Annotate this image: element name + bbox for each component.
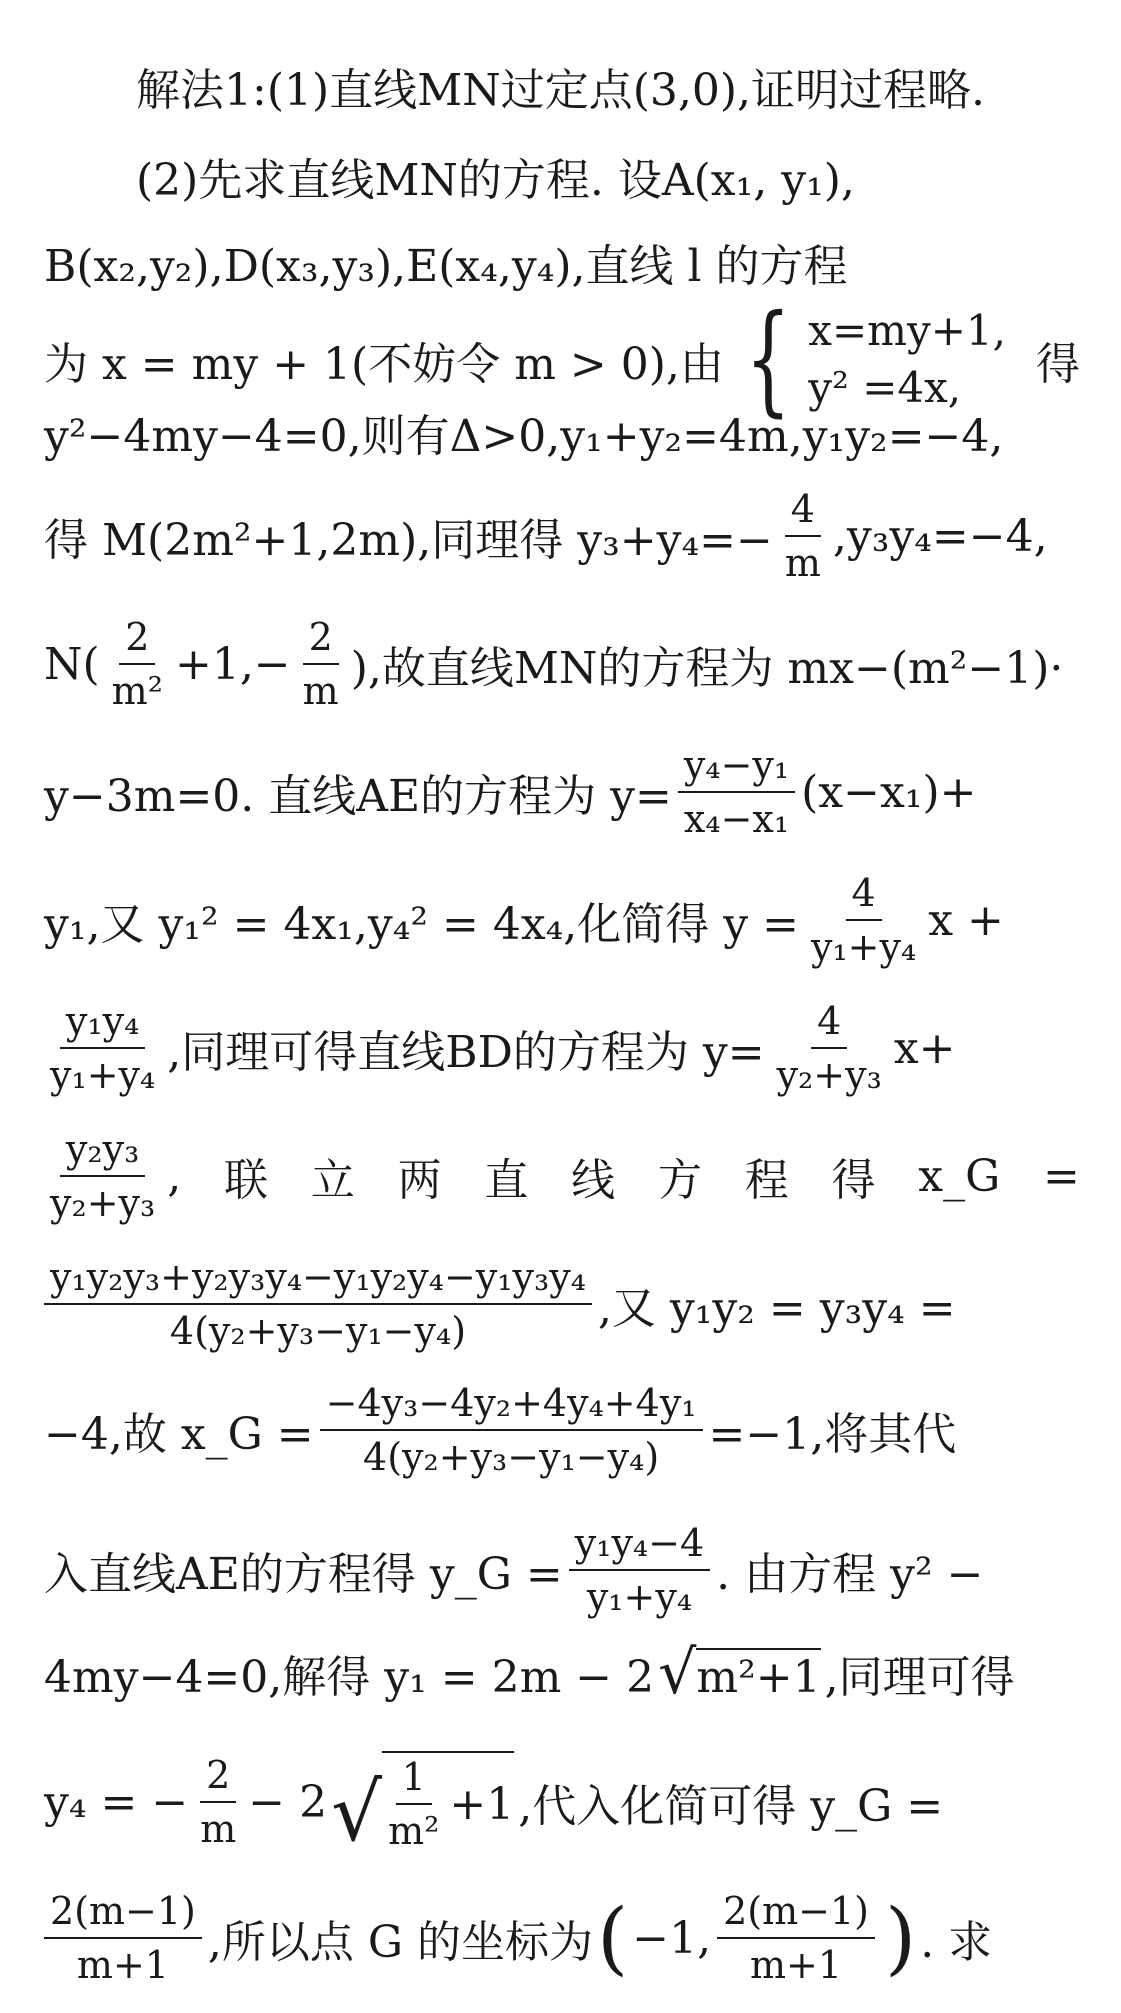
text-run: ,代入化简可得 y_G = bbox=[518, 1781, 944, 1832]
radical-sign-icon: √ bbox=[658, 1638, 697, 1708]
fraction: $\frac{2(m-1)}{m+1}$ bbox=[717, 1889, 875, 1987]
text-char: 联 bbox=[224, 1155, 269, 1206]
text-run: x+ bbox=[893, 1022, 956, 1074]
fraction: $\frac{\text{−4y₃−4y₂+4y₄+4y₁}}{\text{4(y₂+y₃−y₁−y₄)}}$ bbox=[320, 1381, 703, 1479]
text-line-2 bbox=[44, 136, 1121, 216]
text-run: . 求 bbox=[920, 1917, 993, 1968]
text-run: B(x₂,y₂),D(x₃,y₃),E(x₄,y₄),直线 l 的方程 bbox=[44, 241, 848, 292]
fraction: $\frac{\text{y₁y₄−4}}{\text{y₁+y₄}}$ bbox=[569, 1521, 710, 1619]
left-brace-icon: { bbox=[745, 290, 792, 429]
text-run: y−3m=0. 直线AE的方程为 y= bbox=[44, 771, 672, 822]
square-root: √ $\frac{1}{\text{m²}}$ +1 bbox=[331, 1751, 514, 1853]
text-run: , bbox=[167, 1150, 182, 1202]
text-line-13 bbox=[44, 1372, 1080, 1488]
text-run: − 2 bbox=[248, 1776, 328, 1828]
fraction: $\frac{2}{m}$ bbox=[200, 1753, 237, 1851]
text-char: 得 bbox=[831, 1155, 876, 1206]
text-run: (2)先求直线MN的方程. 设A(x₁, y₁), bbox=[136, 155, 855, 206]
text-char: 程 bbox=[744, 1155, 789, 1206]
text-run: ),故直线MN的方程为 mx−(m²−1)· bbox=[350, 643, 1064, 694]
text-run: y₁,又 y₁² = 4x₁,y₄² = 4x₄,化简得 y = bbox=[44, 899, 799, 950]
text-run: ,所以点 G 的坐标为 bbox=[207, 1917, 593, 1968]
text-line-8 bbox=[44, 734, 1080, 850]
text-run: . 由方程 y² − bbox=[716, 1549, 984, 1600]
text-run: (x−x₁)+ bbox=[801, 766, 977, 818]
solution-heading: 解法1:(1)直线MN过定点(3,0),证明过程略. bbox=[136, 65, 985, 116]
text-run: ,同理可得 bbox=[824, 1652, 1015, 1703]
text-run: ,同理可得直线BD的方程为 y= bbox=[167, 1027, 765, 1078]
text-char: 线 bbox=[571, 1155, 616, 1206]
text-run: 得 M(2m²+1,2m),同理得 y₃+y₄=− bbox=[44, 515, 773, 566]
radical-sign-icon: √ bbox=[331, 1766, 383, 1859]
text-run: 入直线AE的方程得 y_G = bbox=[44, 1549, 563, 1600]
text-run: x + bbox=[928, 894, 1004, 946]
text-char: 两 bbox=[397, 1155, 442, 1206]
fraction: $\frac{\text{y₁y₂y₃+y₂y₃y₄−y₁y₂y₄−y₁y₃y₄}}{\text{4(y₂+y₃−y₁−y₄)}}$ bbox=[44, 1255, 592, 1353]
text-run: −1, bbox=[632, 1912, 712, 1964]
square-root: √ m²+1 bbox=[658, 1638, 821, 1708]
text-run: y²−4my−4=0,则有Δ>0,y₁+y₂=4m,y₁y₂=−4, bbox=[44, 411, 1004, 462]
text-line-12 bbox=[44, 1246, 1080, 1362]
text-line-9 bbox=[44, 862, 1080, 978]
text-run: 得 bbox=[1036, 339, 1080, 390]
text-char: 立 bbox=[310, 1155, 355, 1206]
text-line-15 bbox=[44, 1628, 1080, 1718]
fraction: $\frac{2}{\text{m²}}$ bbox=[111, 615, 163, 713]
text-run: 为 x = my + 1(不妨令 m > 0),由 bbox=[44, 339, 724, 390]
system-eq-1: x=my+1, bbox=[808, 306, 1006, 356]
text-line-5 bbox=[44, 392, 1080, 472]
text-run: +1,− bbox=[174, 638, 291, 690]
text-line-1 bbox=[44, 46, 1121, 126]
fraction: $\frac{1}{\text{m²}}$ bbox=[388, 1755, 440, 1853]
fraction: $\frac{\text{y₂y₃}}{\text{y₂+y₃}}$ bbox=[50, 1127, 156, 1225]
text-char: 方 bbox=[657, 1155, 702, 1206]
system-eq-2: y² =4x, bbox=[808, 363, 962, 412]
fraction: $\frac{2(m-1)}{m+1}$ bbox=[44, 1889, 202, 1987]
fraction: $\frac{\text{y₁y₄}}{\text{y₁+y₄}}$ bbox=[50, 999, 156, 1097]
text-line-6 bbox=[44, 478, 1080, 594]
text-run: ,y₃y₄=−4, bbox=[832, 510, 1048, 562]
text-line-17 bbox=[44, 1880, 1080, 1996]
text-run: 4my−4=0,解得 y₁ = 2m − 2 bbox=[44, 1652, 655, 1703]
text-line-10 bbox=[44, 990, 1080, 1106]
text-run: x_G bbox=[918, 1150, 1001, 1202]
text-run: −4,故 x_G = bbox=[44, 1409, 314, 1460]
text-run: N( bbox=[44, 638, 100, 690]
fraction: $\frac{4}{\text{y₁+y₄}}$ bbox=[810, 871, 917, 969]
fraction: $\frac{\text{y₄−y₁}}{\text{x₄−x₁}}$ bbox=[678, 743, 795, 841]
text-run: =−1,将其代 bbox=[708, 1409, 957, 1460]
text-run: y₄ = − bbox=[44, 1776, 189, 1828]
text-line-16 bbox=[44, 1740, 1080, 1864]
right-paren-icon: ) bbox=[884, 1891, 917, 1984]
text-line-14 bbox=[44, 1512, 1080, 1628]
text-run: = bbox=[1043, 1150, 1080, 1202]
text-line-7 bbox=[44, 606, 1080, 722]
text-char: 直 bbox=[484, 1155, 529, 1206]
fraction: $\frac{4}{\text{y₂+y₃}}$ bbox=[776, 999, 882, 1097]
fraction: $\frac{2}{m}$ bbox=[302, 615, 339, 713]
text-line-11 bbox=[44, 1118, 1080, 1234]
fraction: $\frac{4}{m}$ bbox=[784, 487, 821, 585]
left-paren-icon: ( bbox=[597, 1891, 629, 1984]
text-run: ,又 y₁y₂ = y₃y₄ = bbox=[597, 1283, 956, 1334]
